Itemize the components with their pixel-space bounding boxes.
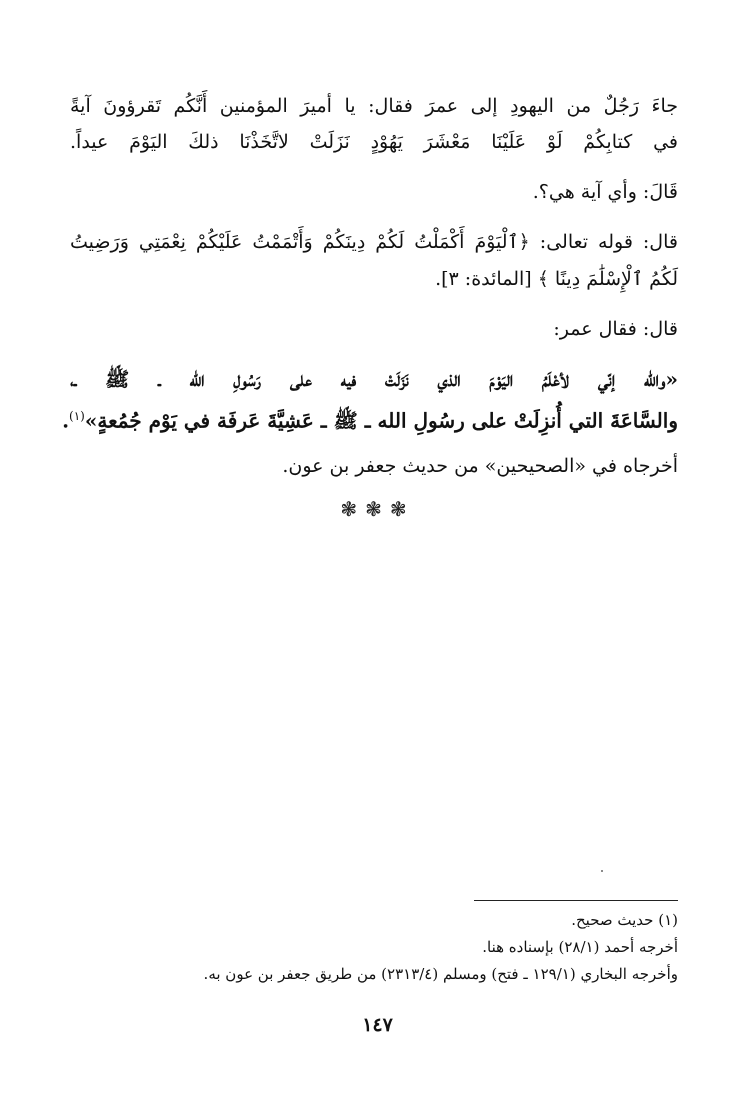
page-number: ١٤٧ <box>362 1014 393 1036</box>
body-line-1: جاءَ رَجُلٌ من اليهودِ إلى عمرَ فقال: يا أميرَ المؤمنين أَنَّكُم تَقرؤونَ آيةً <box>70 95 678 117</box>
footnote-line-1: (١) حديث صحيح. <box>571 911 678 929</box>
footnote-line-2: أخرجه أحمد (٢٨/١) بإسناده هنا. <box>482 938 678 956</box>
footnote-separator <box>474 900 678 901</box>
hadith-line-2-end: . <box>62 408 70 433</box>
hadith-line-2-text: والسَّاعَةَ التي أُنزِلَتْ على رسُولِ الله ـ ﷺ ـ عَشِيَّةَ عَرفَة في يَوْم جُمُعةٍ» <box>84 408 678 433</box>
hadith-line-1: «والله إنّي لأعْلَمُ اليَوْمَ الذي نَزَلَتْ فيه على رَسُولِ الله ـ ﷺ ـ، <box>70 367 678 391</box>
body-line-source: أخرجاه في «الصحيحين» من حديث جعفر بن عون. <box>282 455 678 477</box>
body-line-narration: قال: فقال عمر: <box>553 318 678 340</box>
hadith-line-2 <box>62 403 678 434</box>
body-line-2: في كتابِكُمْ لَوْ عَلَيْنَا مَعْشَرَ يَهُوْدٍ نَزَلَتْ لاتَّخَذْنَا ذلكَ اليَوْمَ عيداً. <box>70 131 678 153</box>
ornament-divider: ❃❃❃ <box>340 497 415 521</box>
quran-verse-line-2: لَكُمُ ٱلْإِسْلَٰمَ دِينًا ﴾ [المائدة: ٣]. <box>435 268 678 290</box>
footnote-line-3: وأخرجه البخاري (١٢٩/١ ـ فتح) ومسلم (٢٣١٣/٤) من طريق جعفر بن عون به. <box>203 965 678 983</box>
quran-verse-line-1: قال: قوله تعالى: ﴿ٱلْيَوْمَ أَكْمَلْتُ لَكُمْ دِينَكُمْ وَأَتْمَمْتُ عَلَيْكُمْ نِعْمَتِي وَرَضِيتُ <box>70 231 678 253</box>
footnote-reference: (١) <box>69 409 85 423</box>
stray-dot <box>601 870 603 872</box>
body-line-3: قَالَ: وأي آية هي؟. <box>532 181 678 203</box>
